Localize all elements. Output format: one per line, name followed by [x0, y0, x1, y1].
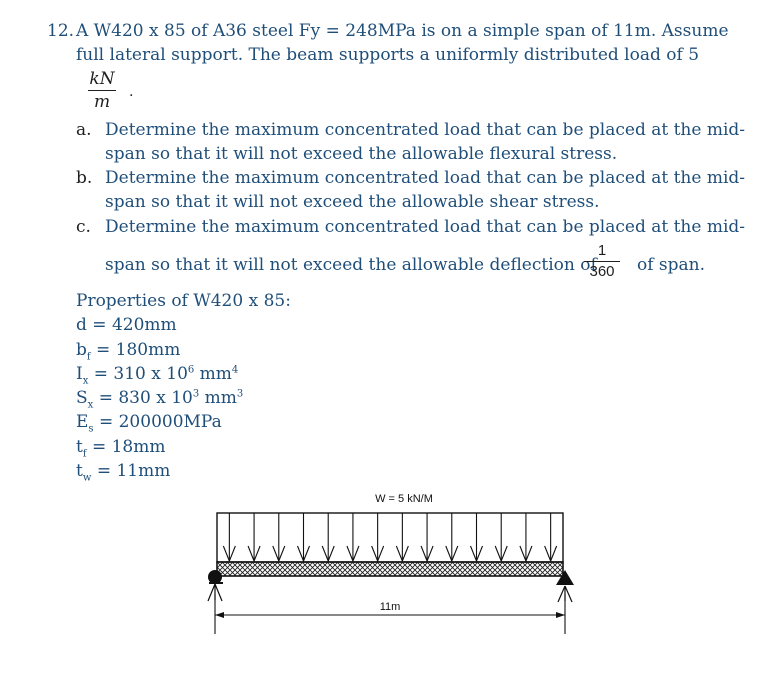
load-unit-period: . — [129, 84, 134, 100]
prop-tf-value: = 18mm — [91, 437, 166, 457]
part-b-letter: b. — [76, 168, 93, 188]
load-unit-numerator: kN — [89, 69, 115, 89]
part-c-line-2: span so that it will not exceed the allowable deflection of — [105, 255, 597, 275]
load-label: W = 5 kN/M — [375, 493, 433, 505]
load-arrows — [223, 513, 556, 561]
prop-ix-exponent: 6 — [187, 364, 195, 376]
prop-ix-value: = 310 x 10 — [93, 364, 188, 384]
problem-line-1: A W420 x 85 of A36 steel Fy = 248MPa is on a simple span of 11m. Assume — [76, 21, 729, 41]
span-label: 11m — [379, 601, 401, 613]
properties-heading: Properties of W420 x 85: — [76, 291, 291, 311]
dimension-arrow-right — [556, 612, 565, 618]
dimension-arrow-left — [215, 612, 224, 618]
prop-es-subscript: s — [88, 423, 94, 435]
prop-sx-unit: mm — [199, 388, 237, 408]
prop-tf-subscript: f — [82, 448, 87, 460]
beam — [217, 562, 563, 576]
load-unit-denominator: m — [93, 92, 111, 112]
prop-es-symbol: E — [76, 412, 89, 432]
part-a-line-1: Determine the maximum concentrated load that can be placed at the mid- — [105, 120, 746, 140]
part-b-line-2: span so that it will not exceed the allowable shear stress. — [105, 192, 600, 212]
part-a-letter: a. — [76, 120, 92, 140]
prop-ix-symbol: I — [76, 364, 83, 384]
distributed-load-box — [217, 513, 563, 562]
prop-sx-exponent: 3 — [192, 388, 200, 400]
part-c-line-2-tail: of span. — [637, 255, 706, 275]
problem-line-2: full lateral support. The beam supports a uniformly distributed load of 5 — [76, 45, 700, 65]
prop-sx-unit-exponent: 3 — [236, 388, 244, 400]
part-c-line-1: Determine the maximum concentrated load that can be placed at the mid- — [105, 217, 746, 237]
prop-sx-subscript: x — [87, 399, 94, 411]
part-a-line-2: span so that it will not exceed the allowable flexural stress. — [105, 144, 618, 164]
prop-tw-subscript: w — [82, 472, 92, 484]
prop-bf-value: = 180mm — [96, 340, 181, 360]
problem-number: 12. — [47, 21, 75, 41]
prop-bf-symbol: b — [76, 340, 87, 360]
prop-bf-subscript: f — [86, 351, 91, 363]
part-c-letter: c. — [76, 217, 91, 237]
deflection-denominator: 360 — [589, 263, 615, 280]
prop-tw-symbol: t — [76, 461, 83, 481]
prop-d-value: = 420mm — [92, 315, 177, 335]
prop-ix-unit-exponent: 4 — [231, 364, 239, 376]
prop-d-symbol: d — [76, 315, 87, 335]
prop-es-value: = 200000MPa — [98, 412, 222, 432]
prop-ix-subscript: x — [82, 375, 89, 387]
part-b-line-1: Determine the maximum concentrated load that can be placed at the mid- — [105, 168, 746, 188]
prop-sx-symbol: S — [76, 388, 88, 408]
prop-tw-value: = 11mm — [96, 461, 171, 481]
prop-ix-unit: mm — [194, 364, 232, 384]
prop-tf-symbol: t — [76, 437, 83, 457]
prop-sx-value: = 830 x 10 — [98, 388, 193, 408]
deflection-numerator: 1 — [597, 242, 607, 259]
